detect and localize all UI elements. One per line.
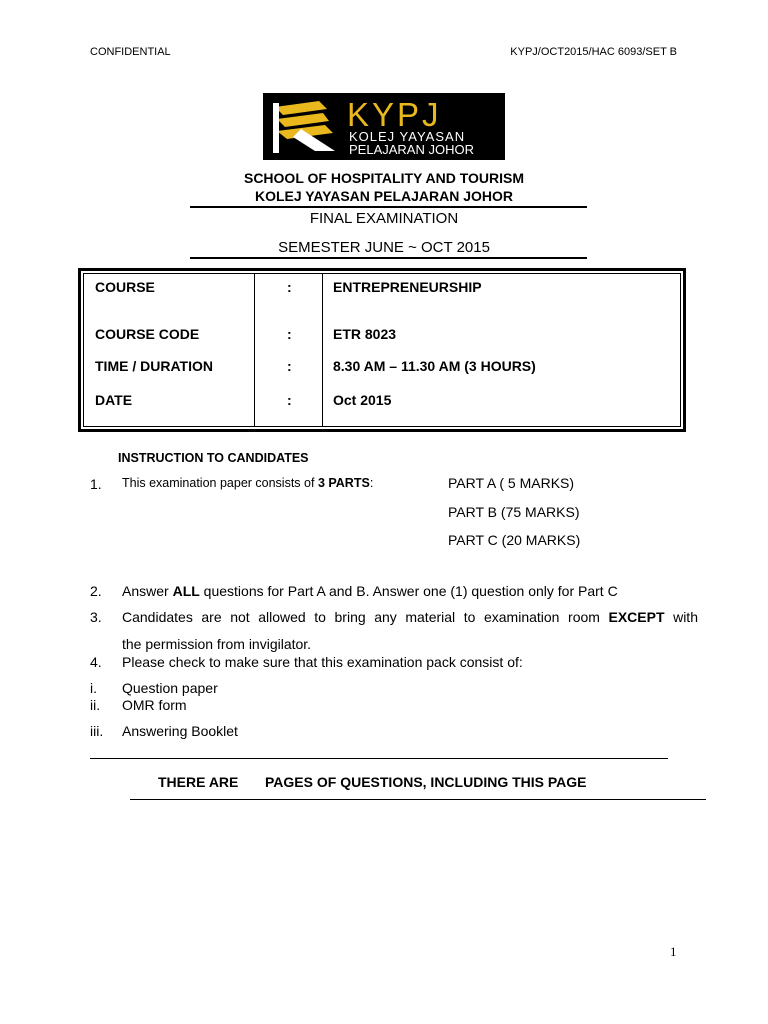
school-name: SCHOOL OF HOSPITALITY AND TOURISM — [243, 170, 524, 186]
course-code-label: COURSE CODE — [95, 326, 200, 342]
item-1-number: 1. — [90, 476, 102, 492]
page-count-suffix: PAGES OF QUESTIONS, INCLUDING THIS PAGE — [265, 774, 587, 790]
sublist-ii-text: OMR form — [122, 697, 187, 713]
footer-divider — [130, 799, 706, 800]
sublist-i-text: Question paper — [122, 680, 218, 696]
kypj-logo — [263, 93, 505, 160]
course-label: COURSE — [95, 279, 155, 295]
duration-value: 8.30 AM – 11.30 AM (3 HOURS) — [333, 358, 536, 374]
instructions-heading: INSTRUCTION TO CANDIDATES — [118, 451, 309, 465]
logo-acronym: KYPJ — [347, 96, 442, 133]
item-2-text: Answer ALL questions for Part A and B. Answer one (1) question only for Part C — [122, 583, 618, 599]
college-name: KOLEJ YAYASAN PELAJARAN JOHOR — [254, 188, 514, 204]
column-divider-2 — [322, 273, 323, 427]
course-code-value: ETR 8023 — [333, 326, 397, 342]
duration-sep: : — [287, 358, 292, 374]
logo-white-bar — [273, 103, 279, 153]
item-2-number: 2. — [90, 583, 102, 599]
date-value: Oct 2015 — [333, 392, 392, 408]
item-4-number: 4. — [90, 654, 102, 670]
instructions-divider — [90, 758, 668, 759]
sublist-iii-number: iii. — [90, 723, 104, 739]
duration-label: TIME / DURATION — [95, 358, 213, 374]
exam-title: FINAL EXAMINATION — [309, 210, 459, 227]
item-3-number: 3. — [90, 609, 102, 625]
item-4-text: Please check to make sure that this examination pack consist of: — [122, 654, 523, 670]
course-code-sep: : — [287, 326, 292, 342]
page-number: 1 — [670, 944, 677, 959]
part-b-marks: PART B (75 MARKS) — [448, 504, 580, 520]
item-1-text: This examination paper consists of 3 PARTS: — [122, 476, 374, 490]
kypj-logo-graphic — [263, 93, 505, 160]
column-divider-1 — [254, 273, 255, 427]
course-sep: : — [287, 279, 292, 295]
logo-line1: KOLEJ YAYASAN — [349, 129, 466, 144]
item-3-text: Candidates are not allowed to bring any material to examination room EXCEPT with — [122, 609, 698, 625]
divider-top — [190, 206, 587, 208]
logo-line2: PELAJARAN JOHOR — [349, 142, 474, 157]
page-count-prefix: THERE ARE — [158, 774, 239, 790]
part-a-marks: PART A ( 5 MARKS) — [448, 475, 575, 491]
sublist-i-number: i. — [90, 680, 97, 696]
date-label: DATE — [95, 392, 133, 408]
item-3-text-line2: the permission from invigilator. — [122, 636, 312, 652]
confidential-label: CONFIDENTIAL — [90, 46, 171, 58]
exam-semester: SEMESTER JUNE ~ OCT 2015 — [278, 239, 490, 256]
sublist-ii-number: ii. — [90, 697, 101, 713]
course-value: ENTREPRENEURSHIP — [333, 279, 482, 295]
part-c-marks: PART C (20 MARKS) — [448, 532, 581, 548]
document-code: KYPJ/OCT2015/HAC 6093/SET B — [510, 46, 677, 58]
date-sep: : — [287, 392, 292, 408]
divider-bottom — [190, 257, 587, 259]
sublist-iii-text: Answering Booklet — [122, 723, 238, 739]
